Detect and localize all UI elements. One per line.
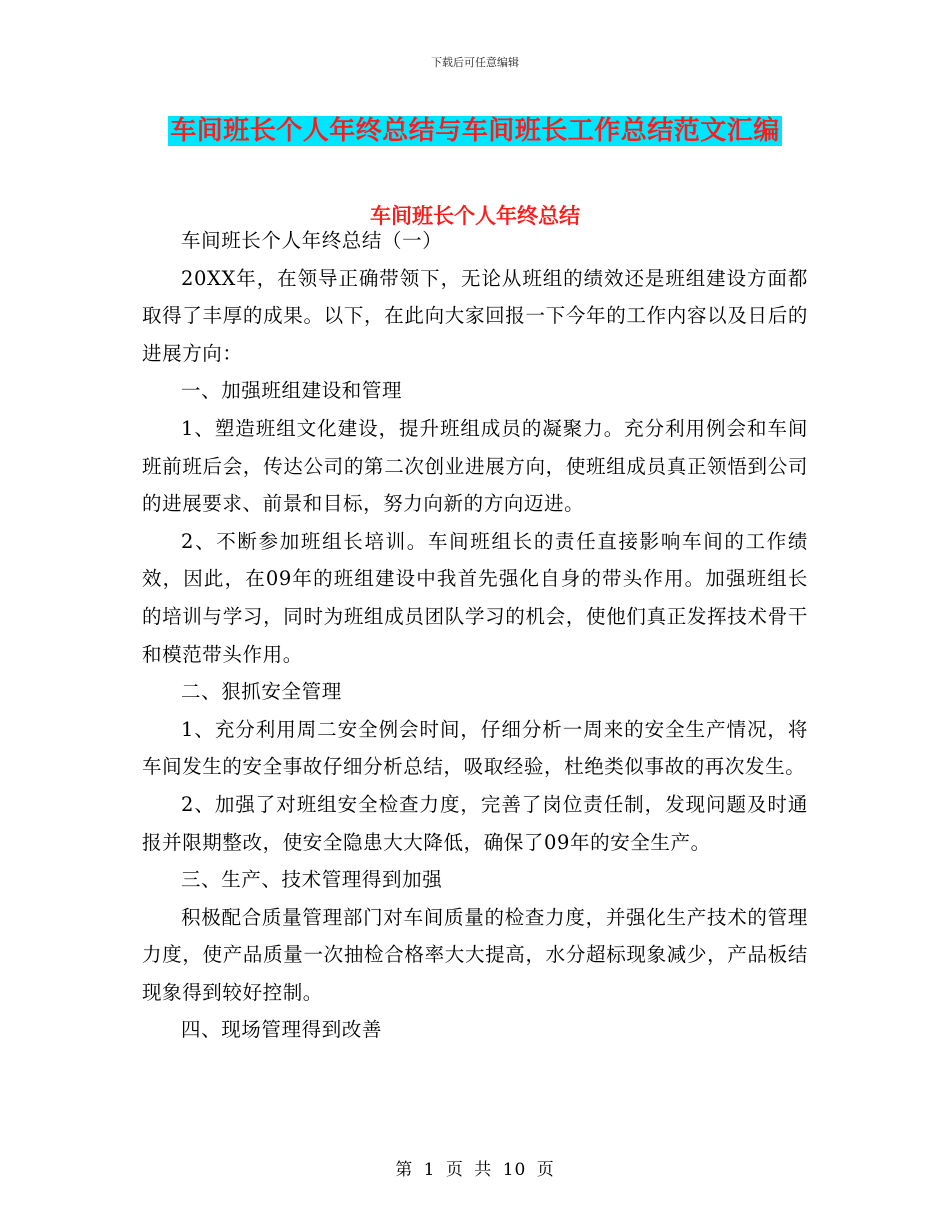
paragraph: 二、狠抓安全管理 <box>181 680 342 704</box>
paragraph: 四、现场管理得到改善 <box>181 1018 383 1042</box>
paragraph: 一、加强班组建设和管理 <box>181 379 403 403</box>
paragraph: 2、不断参加班组长培训。车间班组长的责任直接影响车间的工作绩效，因此，在09年的班组建设中我首先强化自身的带头作用。加强班组长的培训与学习，同时为班组成员团队学习的机会，使他们真正发挥技术骨干和模范带头作用。 <box>142 529 808 666</box>
document-title <box>0 112 950 150</box>
page-footer: 第 1 页 共 10 页 <box>395 1160 555 1180</box>
header-note: 下载后可任意编辑 <box>431 56 519 69</box>
paragraph: 车间班长个人年终总结（一） <box>181 229 443 252</box>
document-title-text: 车间班长个人年终总结与车间班长工作总结范文汇编 <box>170 116 780 146</box>
paragraph: 三、生产、技术管理得到加强 <box>181 868 443 892</box>
paragraph: 积极配合质量管理部门对车间质量的检查力度，并强化生产技术的管理力度，使产品质量一次抽检合格率大大提高，水分超标现象减少，产品板结现象得到较好控制。 <box>142 905 808 1004</box>
paragraph: 1、充分利用周二安全例会时间，仔细分析一周来的安全生产情况，将车间发生的安全事故仔细分析总结，吸取经验，杜绝类似事故的再次发生。 <box>142 717 808 779</box>
body-text <box>142 222 808 1049</box>
paragraph: 20XX年，在领导正确带领下，无论从班组的绩效还是班组建设方面都取得了丰厚的成果。以下，在此向大家回报一下今年的工作内容以及日后的进展方向： <box>142 266 808 365</box>
paragraph: 1、塑造班组文化建设，提升班组成员的凝聚力。充分利用例会和车间班前班后会，传达公司的第二次创业进展方向，使班组成员真正领悟到公司的进展要求、前景和目标，努力向新的方向迈进。 <box>142 416 808 516</box>
paragraph: 2、加强了对班组安全检查力度，完善了岗位责任制，发现问题及时通报并限期整改，使安全隐患大大降低，确保了09年的安全生产。 <box>142 792 808 854</box>
section-title: 车间班长个人年终总结 <box>370 204 580 228</box>
